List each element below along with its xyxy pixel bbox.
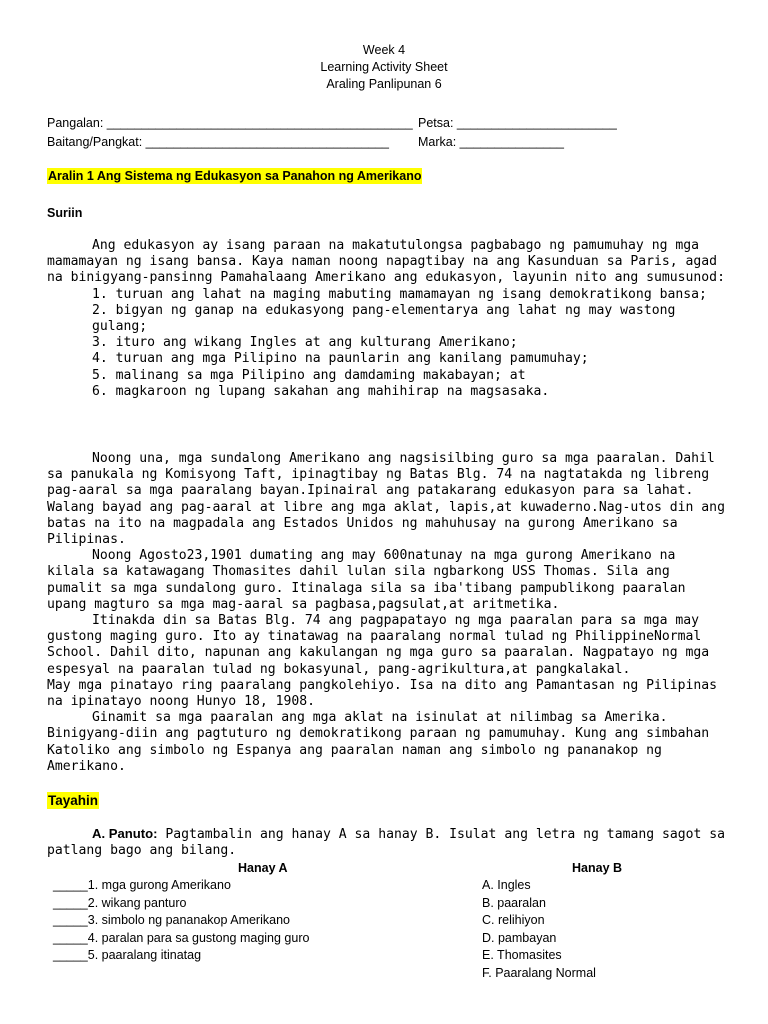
lesson-body (47, 238, 727, 400)
section-heading-suriin: Suriin (47, 206, 83, 220)
answer-item[interactable]: _____5. paaralang itinatag (53, 948, 202, 962)
instructions-text: Pagtambalin ang hanay A sa hanay B. Isulat ang letra ng tamang sagot sa patlang bago ang bilang. (47, 827, 726, 859)
answer-item[interactable]: _____1. mga gurong Amerikano (53, 878, 231, 892)
intro-paragraph: Ang edukasyon ay isang paraan na makatutulongsa pagbabago ng pamumuhay ng mga mamamayan ng isang bansa. Kaya naman noong napagtibay na ang Kasunduan sa Paris, agad na binigyang-pansinng Pamahalaang Amerikano ang edukasyon, layunin nito ang sumusunod: (47, 238, 725, 286)
list-item: 3. ituro ang wikang Ingles at ang kulturang Amerikano; (92, 335, 518, 351)
choice-item: D. pambayan (482, 930, 557, 945)
name-field[interactable]: Pangalan: ____________________________________________ (47, 116, 413, 130)
paragraph-thomasites: Noong Agosto23,1901 dumating ang may 600natunay na mga gurong Amerikano na kilala sa katawagang Thomasites dahil lulan sila ngbarkong USS Thomas. Sila ang pumalit sa mga sundalong guro. Itinalaga sila sa iba'tibang pampublikong paaralan upang magturo sa mga mag-aaral sa pagbasa,pagsulat,at aritmetika. (47, 548, 686, 612)
lesson-body-continued (47, 451, 727, 775)
lesson-title: Aralin 1 Ang Sistema ng Edukasyon sa Panahon ng Amerikano (48, 169, 422, 183)
choice-item: E. Thomasites (482, 948, 562, 962)
sheet-title: Learning Activity Sheet (320, 60, 448, 74)
column-a-list (53, 877, 309, 965)
answer-item[interactable]: _____2. wikang panturo (53, 895, 187, 910)
paragraph-books: Ginamit sa mga paaralan ang mga aklat na isinulat at nilimbag sa Amerika. Binigyang-diin ang pagtuturo ng demokratikong paraan ng pamumuhay. Kung ang simbahan Katoliko ang simbolo ng Espanya ang paaralan naman ang simbolo ng pananakop ng Amerikano. (47, 710, 710, 774)
instructions-label: A. Panuto: (92, 826, 158, 841)
date-field[interactable]: Petsa: _______________________ (418, 116, 617, 130)
subject-title: Araling Panlipunan 6 (326, 77, 442, 91)
instructions (47, 826, 727, 859)
week-label: Week 4 (362, 43, 406, 57)
list-item: 6. magkaroon ng lupang sakahan ang mahihirap na magsasaka. (92, 383, 550, 399)
choice-item: B. paaralan (482, 895, 546, 910)
objectives-list (47, 287, 727, 400)
column-a-title: Hanay A (238, 861, 288, 875)
paragraph-normal-school: Itinakda din sa Batas Blg. 74 ang pagpapatayo ng mga paaralan para sa mga may gustong maging guro. Ito ay tinatawag na paaralang normal tulad ng PhilippineNormal School. Dahil dito, napunan ang kakulangan ng mga guro sa paaralan. Nagpatayo ng mga espesyal na paaralan tulad ng bokasyunal, pang-agrikultura,at pangkalakal. (47, 613, 710, 677)
grade-section-field[interactable]: Baitang/Pangkat: ___________________________________ (47, 135, 389, 149)
list-item: 1. turuan ang lahat na maging mabuting mamamayan ng isang demokratikong bansa; (92, 286, 707, 302)
column-b-list (482, 877, 596, 982)
document-header (0, 42, 768, 93)
choice-item: A. Ingles (482, 878, 531, 892)
choice-item: F. Paaralang Normal (482, 965, 596, 980)
list-item: 5. malinang sa mga Pilipino ang damdaming makabayan; at (92, 367, 526, 383)
answer-item[interactable]: _____3. simbolo ng pananakop Amerikano (53, 913, 290, 927)
section-heading-tayahin: Tayahin (48, 793, 99, 808)
choice-item: C. relihiyon (482, 913, 545, 927)
list-item: 4. turuan ang mga Pilipino na paunlarin ang kanilang pamumuhay; (92, 351, 589, 367)
answer-item[interactable]: _____4. paralan para sa gustong maging guro (53, 930, 310, 945)
column-b-title: Hanay B (572, 861, 623, 875)
paragraph-college: May mga pinatayo ring paaralang pangkolehiyo. Isa na dito ang Pamantasan ng Pilipinas na ipinatayo noong Hunyo 18, 1908. (47, 677, 718, 710)
paragraph-teachers: Noong una, mga sundalong Amerikano ang nagsisilbing guro sa mga paaralan. Dahil sa panukala ng Komisyong Taft, ipinagtibay ng Batas Blg. 74 na nagtatakda ng libreng pag-aaral sa mga paaralang bayan.Ipinairal ang patakarang edukasyon para sa lahat. Walang bayad ang pag-aaral at libre ang mga aklat, lapis,at kuwaderno.Nag-utos din ang batas na ito na magpadala ang Estados Unidos ng mahuhusay na gurong Amerikano sa Pilipinas. (47, 451, 725, 548)
score-field[interactable]: Marka: _______________ (418, 135, 564, 149)
list-item: 2. bigyan ng ganap na edukasyong pang-elementarya ang lahat ng may wastong gulang; (92, 302, 676, 335)
